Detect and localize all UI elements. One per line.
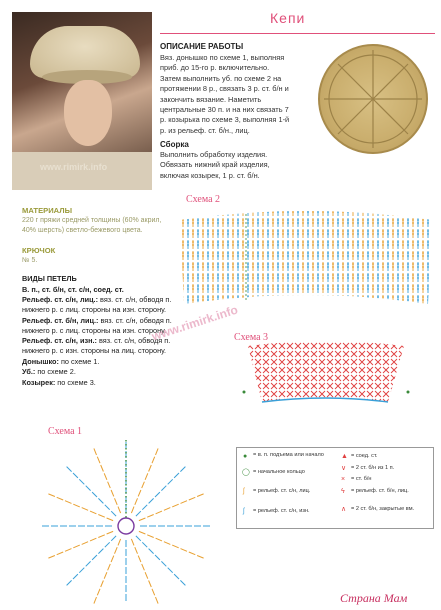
legend-item: = рельеф. ст. б/н, лиц. [351, 488, 409, 494]
fpdc-icon: ʃ [243, 488, 245, 495]
legend-item: = начальное кольцо [253, 469, 305, 475]
hook-text: № 5. [22, 257, 38, 264]
legend-item: = 2 ст. б/н из 1 п. [351, 465, 395, 471]
scheme-2-label: Схема 2 [186, 194, 221, 205]
hook-heading: КРЮЧОК [22, 246, 56, 255]
sc-icon: × [341, 476, 346, 483]
model-photo [12, 12, 152, 190]
watermark: www.rimirk.info [150, 302, 240, 344]
scheme-1-label: Схема 1 [48, 426, 83, 437]
assembly-heading: Сборка [160, 140, 189, 149]
bpdc-icon: ʃ [243, 508, 245, 515]
stitch-item: Козырек: по схеме 3. [22, 378, 96, 388]
legend-item: = 2 ст. б/н, закрытые вм. [351, 506, 415, 512]
brand-logo: Страна Мам [340, 591, 408, 605]
dec-icon: ∧ [341, 506, 347, 513]
legend-item: = в. п. подъема или начало [253, 452, 324, 458]
inc-icon: ∨ [341, 465, 347, 472]
ring-icon: ◯ [242, 469, 250, 476]
dot-icon: ● [243, 453, 248, 460]
legend-item: = соед. ст. [351, 453, 378, 459]
legend-item: = рельеф. ст. с/н, изн. [253, 508, 310, 514]
title-divider [160, 33, 435, 34]
page-title: Кепи [270, 10, 306, 26]
face-image [64, 80, 112, 146]
description-heading: ОПИСАНИЕ РАБОТЫ [160, 42, 244, 51]
legend-item: = рельеф. ст. с/н, лиц. [253, 488, 311, 494]
assembly-text: Выполнить обработку изделия. Обвязать нижний край изделия, включая козырек, 1 р. ст. б/н. [160, 150, 270, 180]
stitch-item: Уб.: по схеме 2. [22, 367, 76, 377]
description-text: Вяз. донышко по схеме 1, выполняя приб. до 15-го р. включительно. Затем выполнить уб. по схеме 2 на протяжении 8 р., связать 3 р. ст. б/н и закончить вязание. Наметить центральные 30 п. и на них связать 7 р. козырька по схеме 3, выполняя 1-й р. из рельеф. ст. б/н., лиц. [160, 53, 290, 135]
cap-top-photo [318, 44, 428, 154]
stitch-types-heading: ВИДЫ ПЕТЕЛЬ [22, 274, 77, 283]
materials-text: 220 г пряжи средней толщины (60% акрил, 40% шерсть) светло-бежевого цвета. [22, 217, 162, 234]
slip-stitch-icon: ▲ [341, 453, 348, 460]
scheme-1-diagram [28, 434, 224, 606]
photo-watermark: www.rimirk.info [40, 162, 108, 172]
stitch-item: Рельеф. ст. с/н, лиц.: вяз. ст. с/н, обводя п. нижнего р. с лиц. стороны на изн. сторону. [22, 295, 172, 315]
stitch-item: Рельеф. ст. б/н, лиц.: вяз. ст. с/н, обводя п. нижнего р. с лиц. стороны на изн. сторону. [22, 315, 172, 335]
legend-item: = ст. б/н [351, 476, 372, 482]
scheme-3-diagram [238, 342, 413, 406]
scheme-2-diagram [176, 206, 436, 316]
stitch-item: Рельеф. ст. с/н, изн.: вяз. ст. с/н, обводя п. нижнего р. с изн. стороны на лиц. сторону. [22, 336, 171, 355]
stitch-item: В. п., ст. б/н, ст. с/н, соед. ст. [22, 284, 124, 294]
materials-heading: МАТЕРИАЛЫ [22, 206, 72, 215]
legend-box [236, 447, 434, 529]
scheme-3-label: Схема 3 [234, 332, 269, 343]
stitch-item: Донышко: по схеме 1. [22, 356, 100, 366]
fpsc-icon: ϟ [341, 488, 345, 495]
